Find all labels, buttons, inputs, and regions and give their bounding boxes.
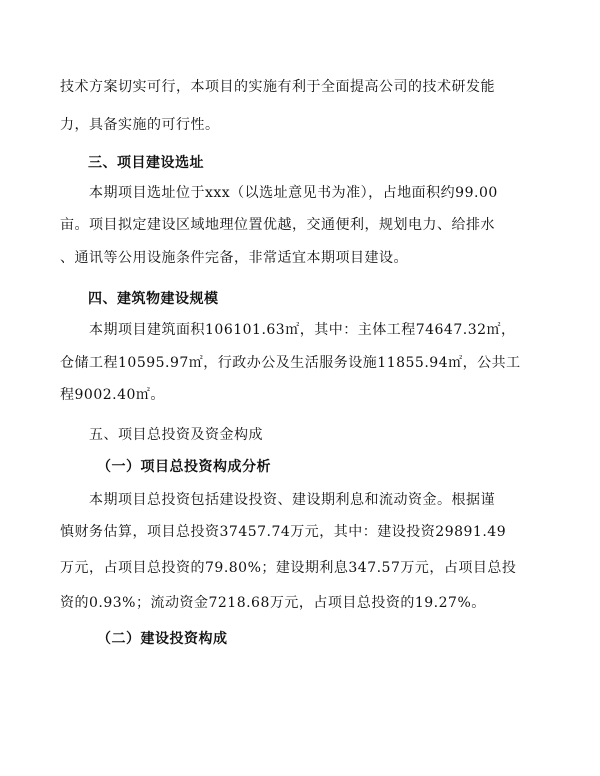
paragraph-line: 资的0.93%；流动资金7218.68万元，占项目总投资的19.27%。 <box>60 595 486 611</box>
paragraph-line: 、通讯等公用设施条件完备，非常适宜本期项目建设。 <box>60 250 408 266</box>
paragraph-line: 慎财务估算，项目总投资37457.74万元，其中：建设投资29891.49 <box>60 524 507 540</box>
subsection-heading-investment-analysis: （一）项目总投资构成分析 <box>97 459 271 475</box>
section-heading-building-scale: 四、建筑物建设规模 <box>88 291 219 307</box>
section-heading-site-selection: 三、项目建设选址 <box>88 155 204 171</box>
paragraph-line: 技术方案切实可行，本项目的实施有利于全面提高公司的技术研发能 <box>60 79 495 95</box>
paragraph-line: 本期项目总投资包括建设投资、建设期利息和流动资金。根据谨 <box>89 492 495 508</box>
paragraph-line: 力，具备实施的可行性。 <box>60 117 220 133</box>
paragraph-line: 仓储工程10595.97㎡，行政办公及生活服务设施11855.94㎡，公共工 <box>60 355 521 371</box>
paragraph-line: 程9002.40㎡。 <box>60 387 165 403</box>
paragraph-line: 本期项目选址位于xxx（以选址意见书为准），占地面积约99.00 <box>89 185 498 201</box>
section-heading-investment: 五、项目总投资及资金构成 <box>89 427 263 443</box>
subsection-heading-construction-investment: （二）建设投资构成 <box>97 631 228 647</box>
paragraph-line: 本期项目建筑面积106101.63㎡，其中：主体工程74647.32㎡， <box>89 322 516 338</box>
paragraph-line: 万元，占项目总投资的79.80%；建设期利息347.57万元，占项目总投 <box>60 560 517 576</box>
paragraph-line: 亩。项目拟定建设区域地理位置优越，交通便利，规划电力、给排水 <box>60 217 495 233</box>
